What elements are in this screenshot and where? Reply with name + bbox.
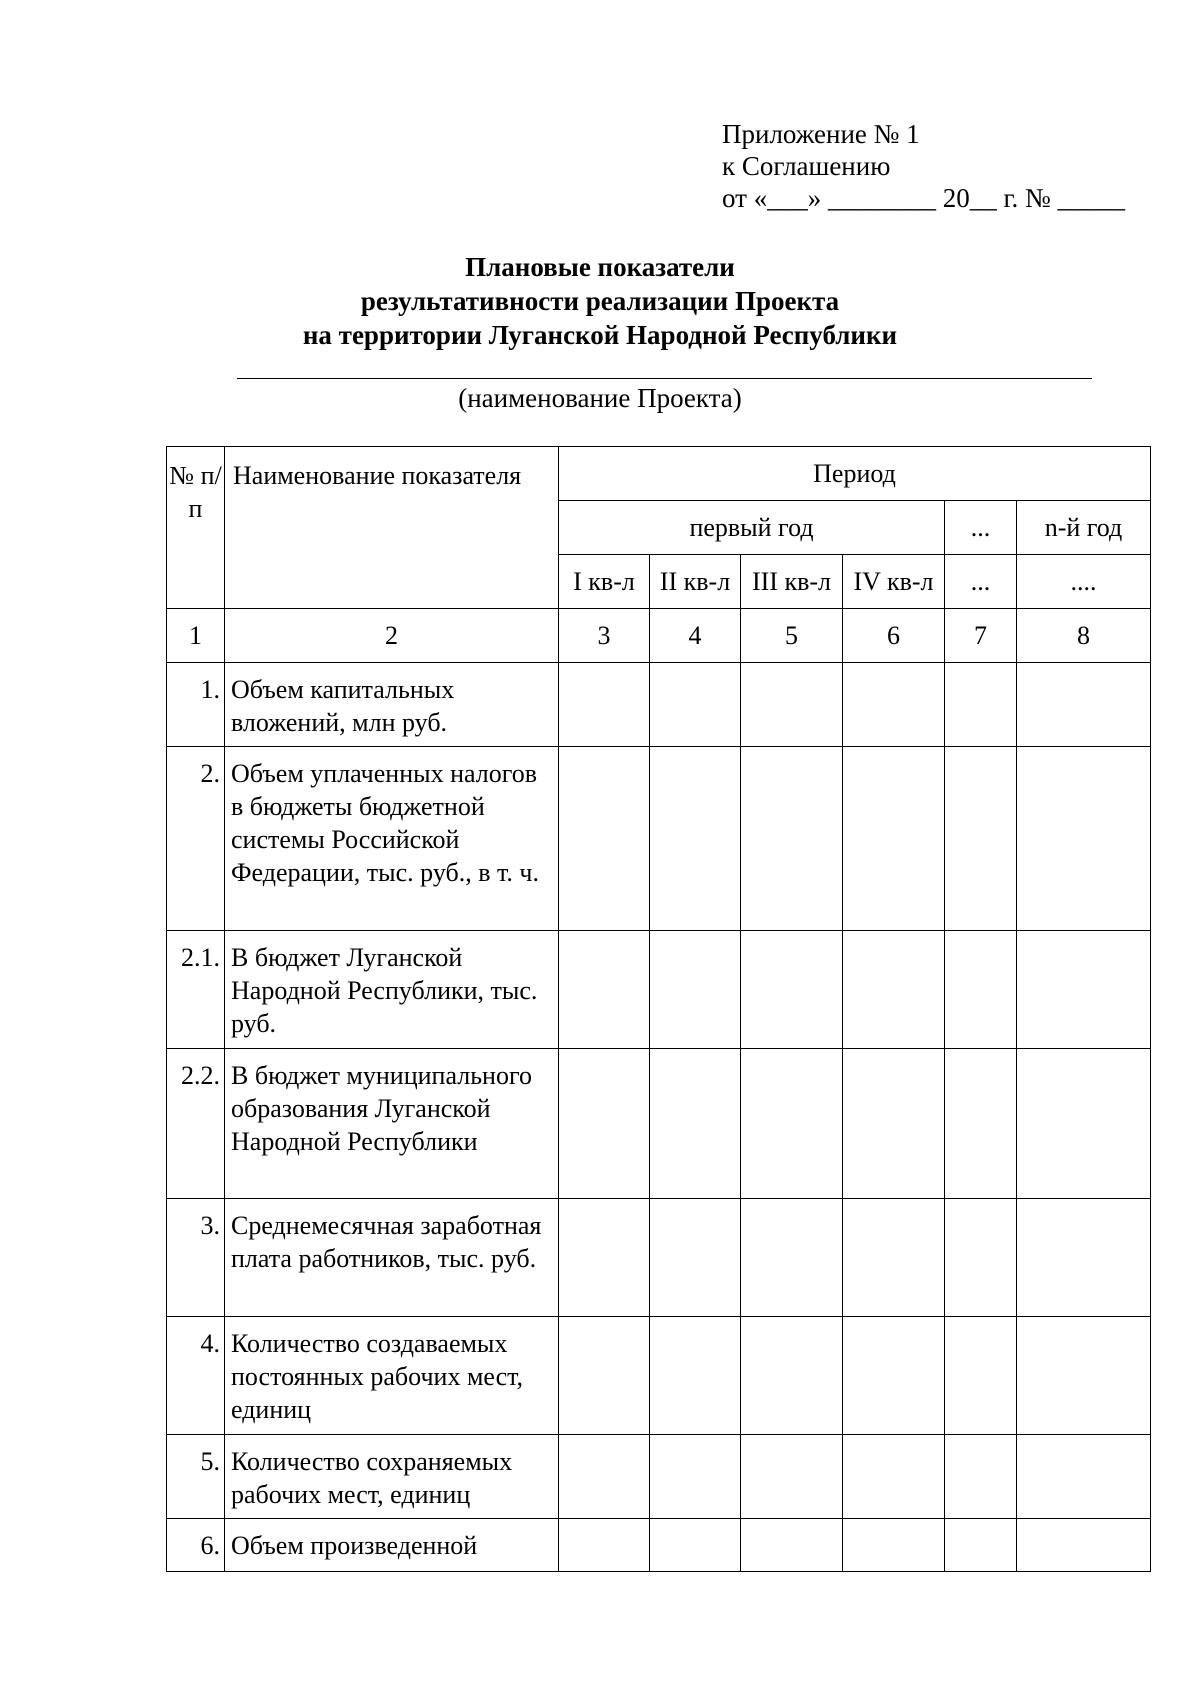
value-cell — [1017, 1049, 1151, 1199]
col-number-2: 2 — [225, 609, 559, 663]
col-number-6: 6 — [843, 609, 945, 663]
value-cell — [650, 1199, 741, 1317]
value-cell — [843, 1317, 945, 1435]
table-row — [167, 931, 1151, 1049]
value-cell — [559, 1435, 650, 1519]
title-line-1: Плановые показатели — [465, 252, 735, 282]
value-cell — [945, 1317, 1017, 1435]
header-ellipsis-q: ... — [945, 555, 1017, 609]
value-cell — [741, 931, 843, 1049]
value-cell — [559, 1317, 650, 1435]
value-cell — [741, 663, 843, 747]
indicator-name: Количество сохраняемых рабочих мест, единиц — [225, 1435, 559, 1519]
value-cell — [945, 1435, 1017, 1519]
appendix-line-1: Приложение № 1 — [722, 119, 920, 149]
value-cell — [843, 747, 945, 931]
appendix-line-2: к Соглашению — [722, 151, 891, 181]
title-line-3: на территории Луганской Народной Республики — [302, 320, 898, 350]
row-number: 6. — [167, 1519, 225, 1572]
header-q1: I кв-л — [559, 555, 650, 609]
header-q2: II кв-л — [650, 555, 741, 609]
header-ellipsis-year: ... — [945, 501, 1017, 555]
indicator-name: Объем капитальных вложений, млн руб. — [225, 663, 559, 747]
value-cell — [741, 1049, 843, 1199]
value-cell — [559, 663, 650, 747]
value-cell — [945, 747, 1017, 931]
value-cell — [945, 663, 1017, 747]
value-cell — [559, 747, 650, 931]
value-cell — [1017, 1435, 1151, 1519]
column-numbers-row — [167, 609, 1151, 663]
table-row — [167, 1519, 1151, 1572]
value-cell — [1017, 931, 1151, 1049]
header-q3: III кв-л — [741, 555, 843, 609]
col-number-3: 3 — [559, 609, 650, 663]
project-name-caption: (наименование Проекта) — [458, 383, 742, 413]
row-number: 2. — [167, 747, 225, 931]
value-cell — [843, 663, 945, 747]
value-cell — [1017, 1199, 1151, 1317]
value-cell — [1017, 1317, 1151, 1435]
value-cell — [559, 1519, 650, 1572]
appendix-line-3: от «___» ________ 20__ г. № _____ — [722, 183, 1125, 213]
col-number-4: 4 — [650, 609, 741, 663]
table-row — [167, 1317, 1151, 1435]
value-cell — [945, 1199, 1017, 1317]
table-row — [167, 663, 1151, 747]
header-first-year: первый год — [559, 501, 945, 555]
value-cell — [650, 1519, 741, 1572]
indicator-name: В бюджет Луганской Народной Республики, тыс. руб. — [225, 931, 559, 1049]
value-cell — [741, 1199, 843, 1317]
table-row — [167, 1199, 1151, 1317]
value-cell — [843, 1519, 945, 1572]
appendix-block — [722, 118, 1125, 214]
value-cell — [741, 747, 843, 931]
row-number: 5. — [167, 1435, 225, 1519]
document-title — [0, 250, 1200, 352]
table-row — [167, 1435, 1151, 1519]
value-cell — [843, 1435, 945, 1519]
value-cell — [559, 931, 650, 1049]
value-cell — [650, 747, 741, 931]
indicator-name: В бюджет муниципального образования Луганской Народной Республики — [225, 1049, 559, 1199]
value-cell — [650, 1435, 741, 1519]
header-num: № п/п — [167, 447, 225, 609]
row-number: 4. — [167, 1317, 225, 1435]
value-cell — [945, 1519, 1017, 1572]
indicator-name: Объем уплаченных налогов в бюджеты бюджетной системы Российской Федерации, тыс. руб., в т. ч. — [225, 747, 559, 931]
indicator-name: Объем произведенной — [225, 1519, 559, 1572]
header-q4: IV кв-л — [843, 555, 945, 609]
table-row — [167, 747, 1151, 931]
header-ellipsis-nq: .... — [1017, 555, 1151, 609]
value-cell — [650, 663, 741, 747]
value-cell — [843, 1049, 945, 1199]
indicator-name: Количество создаваемых постоянных рабочих мест, единиц — [225, 1317, 559, 1435]
indicator-name: Среднемесячная заработная плата работников, тыс. руб. — [225, 1199, 559, 1317]
value-cell — [650, 1049, 741, 1199]
value-cell — [945, 1049, 1017, 1199]
value-cell — [650, 1317, 741, 1435]
value-cell — [741, 1317, 843, 1435]
col-number-7: 7 — [945, 609, 1017, 663]
header-period: Период — [559, 447, 1151, 501]
row-number: 2.1. — [167, 931, 225, 1049]
col-number-5: 5 — [741, 609, 843, 663]
project-name-line — [237, 378, 1092, 379]
col-number-1: 1 — [167, 609, 225, 663]
value-cell — [559, 1199, 650, 1317]
value-cell — [843, 1199, 945, 1317]
value-cell — [1017, 1519, 1151, 1572]
value-cell — [741, 1519, 843, 1572]
header-indicator-name: Наименование показателя — [225, 447, 559, 609]
table-row — [167, 1049, 1151, 1199]
value-cell — [843, 931, 945, 1049]
indicators-table — [166, 446, 1151, 1572]
value-cell — [945, 931, 1017, 1049]
col-number-8: 8 — [1017, 609, 1151, 663]
row-number: 2.2. — [167, 1049, 225, 1199]
value-cell — [1017, 663, 1151, 747]
row-number: 1. — [167, 663, 225, 747]
title-line-2: результативности реализации Проекта — [360, 286, 840, 316]
row-number: 3. — [167, 1199, 225, 1317]
value-cell — [559, 1049, 650, 1199]
value-cell — [650, 931, 741, 1049]
value-cell — [741, 1435, 843, 1519]
value-cell — [1017, 747, 1151, 931]
header-nth-year: n-й год — [1017, 501, 1151, 555]
